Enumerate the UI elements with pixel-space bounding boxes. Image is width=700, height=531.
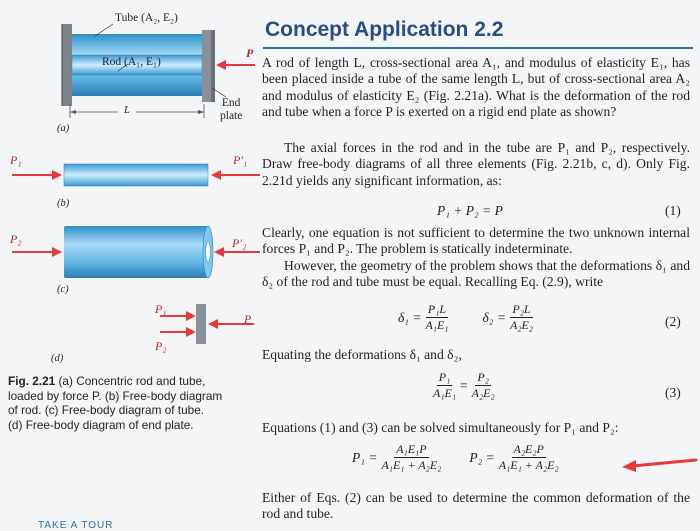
force-P1-plate: P₁ bbox=[155, 302, 167, 316]
figure-c bbox=[0, 222, 260, 282]
eq4-frac2-den: A₁E₁ + A₂E₂ bbox=[498, 458, 559, 472]
subfig-c-label: (c) bbox=[57, 284, 69, 295]
rod-label: Rod (A₁, E₁) bbox=[102, 56, 161, 68]
rod-free-body bbox=[64, 164, 208, 186]
force-P-label: P bbox=[246, 46, 254, 60]
take-a-tour-button[interactable]: TAKE A TOUR bbox=[38, 520, 114, 531]
equation-3-number: (3) bbox=[665, 385, 681, 400]
paragraph-6: Equations (1) and (3) can be solved simultaneously for P₁ and P₂: bbox=[262, 420, 619, 435]
page-title: Concept Application 2.2 bbox=[265, 18, 504, 41]
force-P1-left: P₁ bbox=[10, 153, 22, 167]
subfig-d-label: (d) bbox=[51, 353, 64, 364]
tube-label: Tube (A₂, E₂) bbox=[115, 12, 178, 24]
caption-line-4: (d) Free-body diagram of end plate. bbox=[8, 417, 194, 432]
caption-lead: Fig. 2.21 bbox=[8, 374, 56, 388]
eq2-frac1-num: P₁L bbox=[427, 302, 447, 316]
eq2-frac2-den: A₂E₂ bbox=[509, 318, 533, 332]
end-plate-free-body bbox=[196, 304, 206, 344]
eq4-frac1 bbox=[381, 442, 441, 473]
eq2-delta2: δ₂ = bbox=[482, 309, 506, 325]
eq3-right-num: P₂ bbox=[477, 370, 489, 384]
eq4-p1: P₁ = bbox=[352, 449, 378, 465]
caption-line-2: loaded by force P. (b) Free-body diagram bbox=[8, 388, 223, 403]
end-plate-label-2: plate bbox=[220, 110, 243, 122]
equation-1-number: (1) bbox=[665, 203, 681, 218]
caption-line-1: (a) Concentric rod and tube, bbox=[55, 374, 206, 388]
force-P1-right: P′₁ bbox=[233, 153, 248, 167]
eq4-frac2-num: A₂E₂P bbox=[513, 442, 544, 456]
eq4-frac2 bbox=[499, 442, 559, 473]
tube-free-body bbox=[64, 226, 208, 278]
force-P2-left: P₂ bbox=[10, 232, 22, 246]
figure-caption bbox=[8, 374, 243, 432]
eq4-p2: P₂ = bbox=[469, 449, 495, 465]
paragraph-5: Equating the deformations δ₁ and δ₂, bbox=[262, 347, 462, 362]
paragraph-7: Either of Eqs. (2) can be used to determine the common deformation of the rod and tube. bbox=[262, 490, 690, 522]
eq4-frac1-den: A₁E₁ + A₂E₂ bbox=[381, 458, 442, 472]
equation-3 bbox=[433, 370, 495, 401]
end-plate-label bbox=[220, 97, 242, 123]
eq2-delta1: δ₁ = bbox=[398, 309, 422, 325]
subfig-b-label: (b) bbox=[57, 198, 70, 209]
eq2-frac1-den: A₁E₁ bbox=[425, 318, 449, 332]
paragraph-4: However, the geometry of the problem shows that the deformations δ₁ and δ₂ of the rod and tube must be equal. Recalling Eq. (2.9), write bbox=[262, 258, 690, 290]
equation-4 bbox=[352, 442, 559, 473]
fixed-wall bbox=[62, 24, 72, 106]
paragraph-3: Clearly, one equation is not sufficient to determine the two unknown internal forces P₁ and P₂. The problem is statically indeterminate. bbox=[262, 225, 690, 257]
eq4-frac1-num: A₁E₁P bbox=[396, 442, 427, 456]
eq3-right-den: A₂E₂ bbox=[471, 386, 495, 400]
paragraph-1: A rod of length L, cross-sectional area A₁, and modulus of elasticity E₁, has been placed inside a tube of the same length L, but of cross-sectional area A₂ and modulus of elasticity E₂ (Fig. 2.21a). What is the deformation of the rod and tube when a force P is exerted on a rigid end plate as shown? bbox=[262, 55, 690, 119]
figure-b bbox=[0, 150, 260, 200]
title-rule bbox=[263, 47, 693, 49]
end-plate bbox=[202, 30, 211, 102]
length-L-label: L bbox=[124, 105, 130, 116]
eq2-frac1 bbox=[425, 302, 448, 333]
force-P-plate: P bbox=[244, 312, 252, 326]
subfig-a-label: (a) bbox=[57, 123, 70, 134]
end-plate-label-1: End bbox=[221, 97, 241, 109]
annotation-arrow bbox=[618, 452, 698, 474]
equation-1: P₁ + P₂ = P bbox=[437, 203, 503, 218]
eq3-left bbox=[433, 370, 456, 401]
eq3-left-num: P₁ bbox=[438, 370, 451, 384]
eq2-frac2 bbox=[510, 302, 533, 333]
equation-2-number: (2) bbox=[665, 314, 681, 329]
eq3-equals: = bbox=[460, 377, 468, 393]
paragraph-2: The axial forces in the rod and in the tube are P₁ and P₂, respectively. Draw free-body diagrams of all three elements (Fig. 2.21b, c, d). Only Fig. 2.21d yields any significant information, as: bbox=[262, 140, 690, 188]
equation-2 bbox=[398, 302, 533, 333]
force-P2-right: P′₂ bbox=[232, 236, 247, 250]
force-P2-plate: P₂ bbox=[155, 339, 167, 353]
eq3-left-den: A₁E₁ bbox=[433, 386, 457, 400]
caption-line-3: of rod. (c) Free-body diagram of tube. bbox=[8, 403, 205, 417]
eq2-frac2-num: P₂L bbox=[512, 302, 531, 316]
eq3-right bbox=[472, 370, 495, 401]
